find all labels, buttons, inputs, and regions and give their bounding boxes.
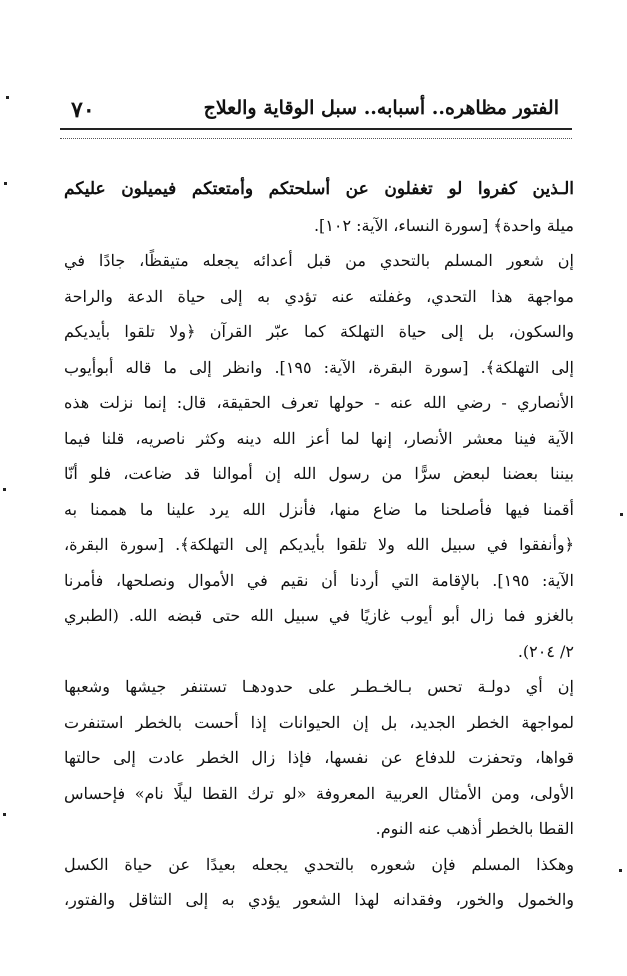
text-line: قواها، وتحفزت للدفاع عن نفسها، فإذا زال الخطر عادت إلى حالتها	[64, 748, 574, 767]
text-line: لمواجهة الخطر الجديد، بل إن الحيوانات إذا أحست بالخطر استنفرت	[64, 712, 574, 732]
text-line: إن شعور المسلم بالتحدي من قبل أعدائه يجعله متيقظًا، جادًا في	[64, 251, 574, 270]
running-title: الفتور مظاهره.. أسبابه.. سبل الوقاية والعلاج	[203, 97, 559, 119]
header-rule	[60, 128, 572, 139]
body-text	[64, 172, 574, 918]
text-line: ٢/ ٢٠٤).	[517, 641, 574, 661]
text-line: ميلة واحدة﴾ [سورة النساء، الآية: ١٠٢].	[313, 215, 574, 235]
text-line: وهكذا المسلم فإن شعوره بالتحدي يجعله بعيدًا عن حياة الكسل	[64, 854, 574, 874]
text-line: القطا بالخطر أذهب عنه النوم.	[375, 819, 574, 838]
text-line: والسكون، بل إلى حياة التهلكة كما عبّر القرآن ﴿ولا تلقوا بأيديكم	[64, 322, 574, 341]
scan-mark-left-3	[3, 813, 6, 816]
page-number: ٧٠	[71, 97, 95, 123]
scan-mark-left-1	[4, 182, 7, 185]
text-line: الأولى، ومن الأمثال العربية المعروفة «لو ترك القطا ليلًا نام» فإحساس	[64, 783, 574, 803]
scan-mark-top-left	[6, 96, 9, 99]
text-line: إن أي دولـة تحس بـالخـطـر على حدودهـا تستنفر جيشها وشعبها	[64, 677, 574, 696]
scan-mark-right-2	[619, 869, 622, 872]
text-line: الـذين كفروا لو تغفلون عن أسلحتكم وأمتعتكم فيميلون عليكم	[64, 179, 574, 199]
text-line: الأنصاري - رضي الله عنه - حولها تعرف الحقيقة، قال: إنما نزلت هذه	[64, 393, 574, 412]
text-line: الآية: ١٩٥]. بالإقامة التي أردنا أن نقيم في الأموال ونصلحها، فأمرنا	[64, 570, 574, 590]
scan-mark-left-2	[3, 488, 6, 491]
text-line: إلى التهلكة﴾. [سورة البقرة، الآية: ١٩٥]. وانظر إلى ما قاله أبوأيوب	[64, 357, 574, 377]
text-line: والخمول والخور، وفقدانه لهذا الشعور يؤدي به إلى التثاقل والفتور،	[64, 890, 574, 909]
text-line: مواجهة هذا التحدي، وغفلته عنه تؤدي به إلى حياة الدعة والراحة	[64, 286, 574, 306]
text-line: الآية فينا معشر الأنصار، إنها لما أعز الله دينه وكثر ناصريه، قلنا فيما	[64, 428, 574, 448]
text-line: بيننا بعضنا لبعض سرًّا من رسول الله إن أموالنا قد ضاعت، فلو أنّا	[64, 464, 574, 483]
text-line: ﴿وأنفقوا في سبيل الله ولا تلقوا بأيديكم إلى التهلكة﴾. [سورة البقرة،	[64, 535, 574, 554]
text-line: أقمنا فيها فأصلحنا ما ضاع منها، فأنزل الله يرد علينا ما هممنا به	[64, 499, 574, 519]
scan-mark-right-1	[620, 513, 623, 516]
text-line: بالغزو فما زال أبو أيوب غازيًا في سبيل الله حتى قبضه الله. (الطبري	[64, 606, 574, 625]
